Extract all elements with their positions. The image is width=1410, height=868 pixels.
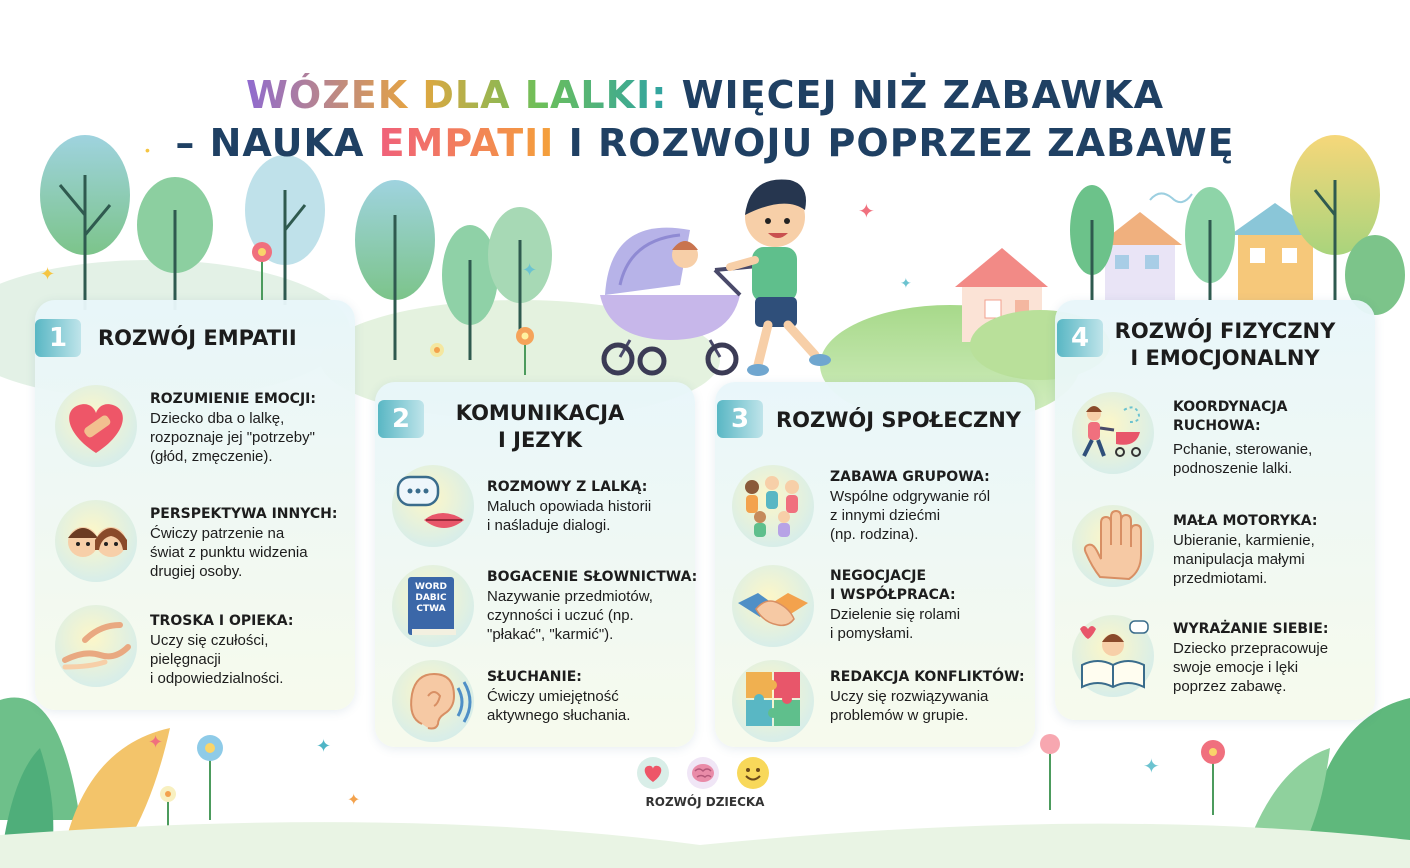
footer-icons (635, 755, 775, 791)
book-word: CTWA (416, 604, 446, 614)
brain-icon (687, 757, 719, 789)
item-heading: KOORDYNACJA (1173, 399, 1288, 415)
item-text: aktywnego słuchania. (487, 707, 631, 724)
svg-text:•: • (145, 142, 150, 158)
item-heading: ZABAWA GRUPOWA: (830, 469, 990, 485)
card-title (1105, 318, 1345, 372)
item-text: (np. rodzina). (830, 526, 919, 543)
item-text: swoje emocje i lęki (1173, 659, 1299, 676)
two-faces-icon (55, 500, 137, 582)
card-number: 2 (378, 400, 424, 438)
item-text: Ćwiczy umiejętność (487, 688, 619, 705)
item-text: Maluch opowiada historii (487, 498, 652, 515)
item-heading: SŁUCHANIE: (487, 669, 582, 685)
item-text: świat z punktu widzenia (150, 544, 308, 561)
item-text: rozpoznaje jej "potrzeby" (150, 429, 315, 446)
open-hand-icon (1072, 505, 1154, 587)
item-text: "płakać", "karmić"). (487, 626, 614, 643)
item-text: Pchanie, sterowanie, (1173, 441, 1313, 458)
item-text: Dziecko dba o lalkę, (150, 410, 285, 427)
item-text: podnoszenie lalki. (1173, 460, 1293, 477)
svg-text:✦: ✦ (40, 264, 56, 284)
item-text: drugiej osoby. (150, 563, 243, 580)
card-number: 4 (1057, 319, 1103, 357)
item-conflict-resolution (830, 668, 1025, 725)
smiley-icon (737, 757, 769, 789)
card-title-line: ROZWÓJ FIZYCZNY (1114, 319, 1336, 343)
item-text: problemów w grupie. (830, 707, 969, 724)
card-title: ROZWÓJ EMPATII (98, 326, 297, 350)
card-number: 3 (717, 400, 763, 438)
flower-icon (430, 343, 444, 357)
title-text: – NAUKA (175, 121, 379, 165)
dictionary-book-icon (392, 565, 474, 647)
item-text: i odpowiedzialności. (150, 670, 284, 687)
handshake-icon (732, 565, 814, 647)
item-vocabulary (487, 568, 697, 644)
svg-text:✦: ✦ (148, 732, 164, 752)
item-heading: TROSKA I OPIEKA: (150, 613, 294, 629)
item-text: Dzielenie się rolami (830, 606, 961, 623)
puzzle-icon (732, 660, 814, 742)
page-title-line-1 (0, 72, 1410, 118)
item-text: Ubieranie, karmienie, (1173, 532, 1315, 549)
item-heading: PERSPEKTYWA INNYCH: (150, 506, 338, 522)
item-text: Uczy się rozwiązywania (830, 688, 989, 705)
child-reading-book-icon (1072, 615, 1154, 697)
item-text: przedmiotami. (1173, 570, 1268, 587)
svg-text:✦: ✦ (522, 260, 538, 280)
flower-icon (1201, 740, 1225, 815)
item-heading: BOGACENIE SŁOWNICTWA: (487, 569, 698, 585)
tree-icon (1185, 187, 1235, 300)
item-text: i naśladuje dialogi. (487, 517, 611, 534)
svg-text:✦: ✦ (900, 275, 912, 291)
item-doll-conversations (487, 478, 651, 535)
item-text: z innymi dziećmi (830, 507, 941, 524)
item-text: Dziecko przepracowuje (1173, 640, 1329, 657)
item-text: i pomysłami. (830, 625, 914, 642)
item-text: Uczy się czułości, (150, 632, 269, 649)
svg-text:✦: ✦ (316, 736, 332, 756)
item-group-play (830, 468, 990, 544)
footer-label: ROZWÓJ DZIECKA (645, 795, 765, 809)
item-text: czynności i uczuć (np. (487, 607, 634, 624)
item-text: Ćwiczy patrzenie na (150, 525, 285, 542)
card-number: 1 (35, 319, 81, 357)
item-heading: WYRAŻANIE SIEBIE: (1173, 621, 1329, 637)
item-heading: MAŁA MOTORYKA: (1173, 513, 1318, 529)
item-text: manipulacja małymi (1173, 551, 1305, 568)
book-word: DABIC (415, 593, 447, 603)
item-text: pielęgnacji (150, 651, 221, 668)
boy-with-stroller-illustration (590, 175, 850, 385)
item-others-perspective (150, 505, 337, 581)
flower-icon (1040, 734, 1060, 810)
item-listening (487, 668, 630, 725)
helping-hands-icon (55, 605, 137, 687)
title-highlight-empathy: EMPATII (378, 121, 555, 165)
ear-icon (392, 660, 474, 742)
item-heading: REDAKCJA KONFLIKTÓW: (830, 669, 1025, 685)
heart-bandage-icon (55, 385, 137, 467)
heart-icon (637, 757, 669, 789)
item-care (150, 612, 293, 688)
svg-text:✦: ✦ (858, 201, 875, 223)
svg-text:✦: ✦ (1143, 756, 1160, 778)
item-heading: NEGOCJACJE (830, 568, 927, 584)
flower-icon (160, 786, 176, 830)
title-highlight-product: WÓZEK DLA LALKI: (245, 73, 668, 117)
title-text: I ROZWOJU POPRZEZ ZABAWĘ (554, 121, 1235, 165)
item-text: Wspólne odgrywanie ról (830, 488, 991, 505)
speech-lips-icon (392, 465, 474, 547)
svg-text:✦: ✦ (347, 792, 361, 809)
children-group-icon (732, 465, 814, 547)
book-word: WORD (415, 582, 447, 592)
item-heading: RUCHOWA: (1173, 418, 1261, 434)
item-negotiation (830, 567, 960, 643)
item-self-expression (1173, 620, 1328, 696)
item-heading: I WSPÓŁPRACA: (830, 587, 956, 603)
flower-icon (197, 735, 223, 820)
title-text: WIĘCEJ NIŻ ZABAWKA (667, 73, 1164, 117)
card-title-line: KOMUNIKACJA (455, 401, 625, 425)
item-fine-motor (1173, 512, 1317, 588)
page-title-line-2 (0, 120, 1410, 166)
item-understanding-emotions (150, 390, 316, 466)
item-text: Nazywanie przedmiotów, (487, 588, 653, 605)
item-heading: ROZUMIENIE EMOCJI: (150, 391, 316, 407)
card-title (430, 400, 650, 454)
card-title-line: I EMOCJONALNY (1130, 346, 1320, 370)
child-pushing-stroller-icon (1072, 392, 1154, 474)
item-text: (głód, zmęczenie). (150, 448, 273, 465)
item-motor-coordination (1173, 398, 1312, 478)
card-title-line: I JEZYK (498, 428, 582, 452)
card-title: ROZWÓJ SPOŁECZNY (776, 408, 1022, 432)
item-text: poprzez zabawę. (1173, 678, 1287, 695)
item-heading: ROZMOWY Z LALKĄ: (487, 479, 648, 495)
